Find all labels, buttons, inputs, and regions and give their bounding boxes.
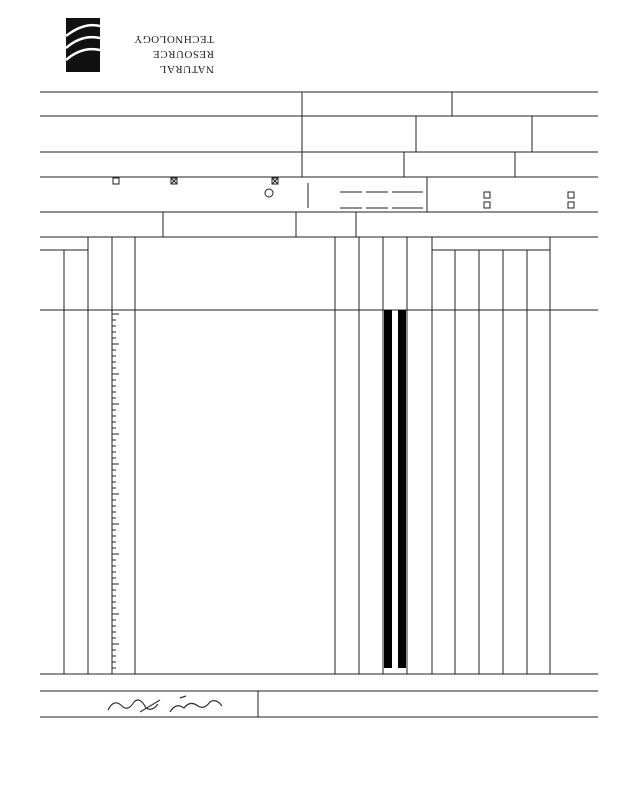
radio-button[interactable] <box>265 189 273 197</box>
casing-bar-right <box>398 310 406 668</box>
checkbox-unchecked[interactable] <box>113 178 119 184</box>
checkbox-unchecked[interactable] <box>568 202 574 208</box>
checkbox-unchecked[interactable] <box>568 192 574 198</box>
logo-line-3: TECHNOLOGY <box>133 33 214 45</box>
casing-bar-left <box>384 310 392 668</box>
logo-line-1: NATURAL <box>159 63 214 75</box>
logo-line-2: RESOURCE <box>152 48 214 60</box>
checkbox-unchecked[interactable] <box>484 202 490 208</box>
handwritten-signature <box>100 692 230 718</box>
depth-scale <box>112 314 119 668</box>
checkbox-unchecked[interactable] <box>484 192 490 198</box>
